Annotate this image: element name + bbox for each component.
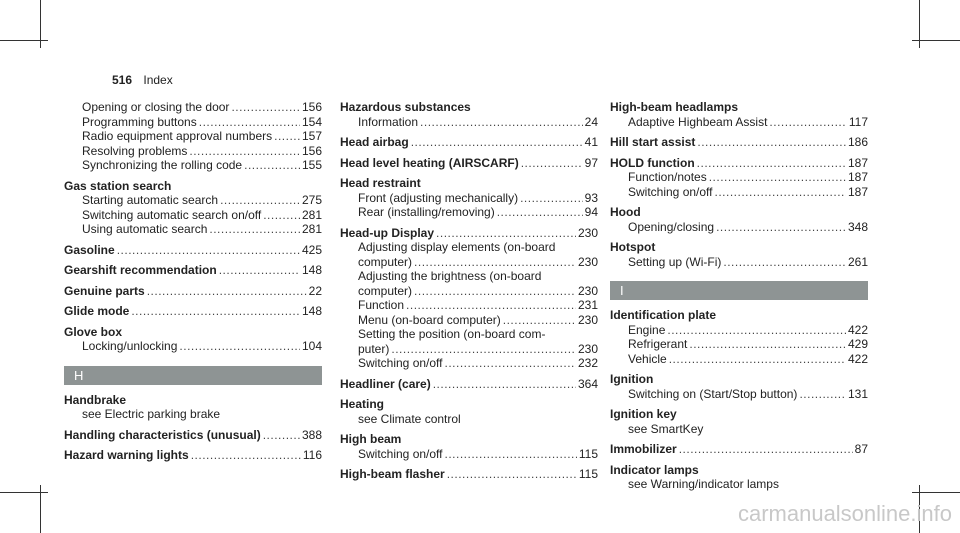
crop-mark (912, 40, 960, 41)
entry-text: Locking/unlocking (82, 339, 178, 353)
page-reference: 348 (847, 219, 868, 234)
entry-text: Refrigerant (628, 337, 688, 351)
dot-leader (263, 428, 300, 443)
page-reference: 87 (854, 442, 868, 456)
dot-leader (669, 352, 846, 367)
dot-leader (503, 313, 576, 328)
entry-text: computer) (358, 283, 413, 298)
entry-text: Switching on/off (358, 356, 443, 370)
dot-leader (406, 298, 576, 313)
entry-text: Gearshift recommendation (64, 263, 217, 277)
page-reference: 156 (301, 143, 322, 158)
page-reference: 154 (301, 114, 322, 129)
dot-leader (709, 170, 846, 185)
dot-leader (220, 193, 300, 208)
index-entry (340, 226, 598, 371)
entry-text: HOLD function (610, 155, 695, 170)
page-reference: 388 (301, 427, 322, 442)
index-entry (340, 397, 598, 426)
entry-text: Programming buttons (82, 114, 197, 129)
index-subentry: Adjusting display elements (on-board (358, 240, 556, 254)
index-entry (610, 240, 868, 269)
page-reference: 22 (308, 283, 322, 298)
index-entry (610, 100, 868, 129)
index-subentry-row (340, 356, 598, 371)
index-keyword-row (610, 135, 868, 150)
entry-text: Switching on/off (358, 446, 443, 461)
dot-leader (209, 222, 300, 237)
dot-leader (799, 387, 846, 402)
index-entry (340, 467, 598, 482)
index-entry (64, 325, 322, 354)
dot-leader (497, 205, 583, 220)
index-subentry-row (340, 191, 598, 206)
index-keyword: Indicator lamps (610, 462, 699, 477)
entry-text: Front (adjusting mechanically) (358, 190, 519, 205)
entry-text: Menu (on-board computer) (358, 312, 501, 327)
dot-leader (697, 135, 846, 150)
index-entry (610, 442, 868, 457)
dot-leader (445, 356, 576, 371)
index-subentry-row (610, 255, 868, 270)
dot-leader (436, 226, 576, 241)
index-keyword-row (64, 428, 322, 443)
index-entry (64, 284, 322, 299)
dot-leader (447, 467, 577, 482)
page-reference: 131 (847, 386, 868, 401)
index-subentry-row (340, 205, 598, 220)
index-keyword-row (340, 377, 598, 392)
entry-text: Handling characteristics (unusual) (64, 427, 261, 442)
index-subentry: see SmartKey (628, 421, 704, 436)
index-keyword: Head restraint (340, 176, 421, 190)
page-reference: 116 (302, 448, 322, 462)
index-entry (64, 179, 322, 237)
dot-leader (697, 156, 846, 171)
entry-text: Setting up (Wi-Fi) (628, 254, 722, 269)
page-reference: 41 (584, 135, 598, 149)
index-keyword-row (340, 467, 598, 482)
dot-leader (189, 144, 300, 159)
index-keyword: Heating (340, 397, 385, 411)
entry-text: Opening/closing (628, 219, 715, 234)
crop-mark (0, 40, 48, 41)
page-reference: 422 (847, 322, 868, 337)
page-reference: 281 (301, 222, 322, 236)
entry-text: Genuine parts (64, 283, 145, 298)
index-entry (64, 243, 322, 258)
index-entry (610, 372, 868, 401)
index-subentry-row (610, 337, 868, 352)
index-keyword-row (340, 226, 598, 241)
entry-text: Head-up Display (340, 225, 435, 240)
dot-leader (689, 337, 846, 352)
page-reference: 230 (577, 283, 598, 298)
index-subentry-row (64, 100, 322, 115)
page-reference: 187 (847, 170, 868, 184)
watermark-text: carmanualsonline.info (737, 501, 952, 526)
dot-leader (411, 135, 583, 150)
page-reference: 230 (577, 254, 598, 269)
index-subentry-row (64, 222, 322, 237)
index-subentry-row (64, 339, 322, 354)
page-reference: 364 (577, 376, 598, 391)
dot-leader (117, 243, 300, 258)
index-keyword: Hood (610, 205, 641, 219)
index-subentry-row (610, 220, 868, 235)
dot-leader (274, 129, 300, 144)
letter-heading: I (610, 281, 868, 300)
index-entry (340, 100, 598, 129)
entry-text: Hazard warning lights (64, 448, 189, 462)
index-entry (64, 304, 322, 319)
index-column-3 (610, 100, 868, 498)
entry-text: Rear (installing/removing) (358, 205, 495, 219)
index-entry (64, 448, 322, 463)
index-subentry-row (340, 447, 598, 462)
page-reference: 156 (301, 100, 322, 114)
index-subentry-row (610, 352, 868, 367)
index-subentry: Setting the position (on-board com- (358, 327, 546, 341)
entry-text: Head airbag (340, 135, 409, 149)
dot-leader (667, 323, 846, 338)
page-reference: 261 (847, 254, 868, 269)
dot-leader (715, 185, 846, 200)
page-number: 516 (112, 73, 133, 87)
index-keyword: Gas station search (64, 178, 172, 193)
crop-mark (0, 492, 48, 493)
dot-leader (679, 442, 853, 457)
entry-text: Function/notes (628, 170, 707, 184)
page-reference: 24 (584, 114, 598, 129)
index-subentry-row (64, 193, 322, 208)
letter-heading: H (64, 366, 322, 385)
page-reference: 155 (301, 158, 322, 172)
entry-text: Head level heating (AIRSCARF) (340, 155, 519, 170)
entry-text: Information (358, 114, 419, 129)
index-entry (64, 393, 322, 422)
index-keyword-row (340, 156, 598, 171)
entry-text: Adaptive Highbeam Assist (628, 114, 768, 129)
index-subentry-row (340, 313, 598, 328)
index-subentry-row (64, 129, 322, 144)
index-subentry-row (340, 298, 598, 313)
dot-leader (199, 115, 300, 130)
index-keyword-row (64, 284, 322, 299)
index-keyword-row (610, 156, 868, 171)
dot-leader (179, 339, 300, 354)
entry-text: Immobilizer (610, 442, 677, 456)
page-header (112, 73, 173, 87)
dot-leader (716, 220, 846, 235)
dot-leader (769, 115, 846, 130)
index-keyword: Ignition (610, 372, 654, 386)
dot-leader (520, 191, 583, 206)
index-entry (340, 176, 598, 220)
dot-leader (414, 255, 576, 270)
page-reference: 186 (847, 135, 868, 149)
index-entry (340, 432, 598, 461)
page-reference: 425 (301, 242, 322, 257)
page-reference: 275 (301, 193, 322, 207)
page-reference: 230 (577, 341, 598, 356)
index-entry (340, 135, 598, 150)
dot-leader (131, 304, 300, 319)
entry-text: High-beam flasher (340, 467, 445, 481)
index-entry (610, 407, 868, 436)
index-subentry-row (610, 185, 868, 200)
dot-leader (147, 284, 307, 299)
page-reference: 429 (847, 337, 868, 351)
page-reference: 187 (847, 155, 868, 170)
index-entry (64, 263, 322, 278)
index-column-2 (340, 100, 598, 488)
index-keyword: High beam (340, 432, 402, 446)
index-keyword-row (64, 304, 322, 319)
index-entry (610, 463, 868, 492)
index-subentry-row (610, 323, 868, 338)
entry-text: Using automatic search (82, 222, 208, 236)
index-entry (610, 308, 868, 366)
index-subentry-row (610, 170, 868, 185)
index-column-1 (64, 100, 322, 469)
page-reference: 281 (301, 207, 322, 222)
index-keyword: Glove box (64, 324, 123, 339)
dot-leader (723, 255, 846, 270)
entry-text: Synchronizing the rolling code (82, 158, 243, 172)
entry-text: Headliner (care) (340, 376, 431, 391)
index-subentry-row (340, 255, 598, 270)
entry-text: computer) (358, 254, 413, 269)
page-reference: 148 (301, 304, 322, 318)
dot-leader (263, 208, 300, 223)
index-keyword: Hazardous substances (340, 100, 471, 114)
index-keyword: Hotspot (610, 240, 656, 254)
index-subentry-row (610, 387, 868, 402)
entry-text: Switching automatic search on/off (82, 207, 262, 222)
dot-leader (244, 158, 300, 173)
entry-text: Vehicle (628, 351, 667, 366)
entry-text: Glide mode (64, 304, 130, 318)
index-subentry-row (64, 115, 322, 130)
index-keyword: Identification plate (610, 308, 717, 322)
dot-leader (231, 100, 300, 115)
index-subentry: Adjusting the brightness (on-board (358, 269, 542, 283)
page-reference: 231 (577, 298, 598, 312)
entry-text: Switching on/off (628, 184, 713, 199)
index-subentry-row (340, 342, 598, 357)
index-subentry-row (64, 208, 322, 223)
entry-text: Opening or closing the door (82, 100, 230, 114)
dot-leader (433, 377, 576, 392)
index-subentry: see Electric parking brake (82, 407, 221, 421)
page-reference: 148 (301, 263, 322, 277)
dot-leader (414, 284, 576, 299)
entry-text: Radio equipment approval numbers (82, 129, 273, 143)
dot-leader (445, 447, 577, 462)
section-title: Index (143, 73, 173, 87)
index-subentry-row (340, 284, 598, 299)
index-entry (340, 377, 598, 392)
index-keyword: Handbrake (64, 392, 127, 407)
index-keyword-row (64, 243, 322, 258)
index-entry (610, 156, 868, 200)
dot-leader (391, 342, 576, 357)
entry-text: puter) (358, 341, 390, 356)
dot-leader (219, 263, 300, 278)
dot-leader (420, 115, 583, 130)
entry-text: Hill start assist (610, 135, 696, 149)
page-reference: 157 (301, 129, 322, 143)
index-subentry: see Climate control (358, 411, 461, 426)
index-subentry: see Warning/indicator lamps (628, 477, 779, 491)
entry-text: Switching on (Start/Stop button) (628, 386, 798, 401)
page-reference: 115 (578, 467, 598, 481)
index-keyword: High-beam headlamps (610, 100, 739, 114)
dot-leader (521, 156, 583, 171)
index-entry (610, 205, 868, 234)
index-subentry-row (64, 144, 322, 159)
index-entry (340, 156, 598, 171)
entry-text: Engine (628, 322, 666, 337)
entry-text: Gasoline (64, 242, 115, 257)
page-reference: 97 (584, 155, 598, 170)
page-reference: 115 (578, 446, 598, 461)
dot-leader (191, 448, 301, 463)
entry-text: Starting automatic search (82, 193, 219, 207)
crop-mark (912, 492, 960, 493)
page-reference: 230 (577, 312, 598, 327)
index-keyword-row (610, 442, 868, 457)
page-reference: 104 (301, 339, 322, 353)
entry-text: Resolving problems (82, 143, 188, 158)
index-subentry-row (64, 158, 322, 173)
index-keyword-row (64, 263, 322, 278)
page-reference: 93 (584, 190, 598, 205)
page-reference: 232 (577, 356, 598, 370)
index-entry (64, 428, 322, 443)
index-subentry-row (340, 115, 598, 130)
index-entry (610, 135, 868, 150)
index-keyword: Ignition key (610, 407, 677, 421)
page-reference: 187 (847, 184, 868, 199)
index-keyword-row (340, 135, 598, 150)
page-reference: 230 (577, 225, 598, 240)
index-entry (64, 100, 322, 173)
index-subentry-row (610, 115, 868, 130)
page-reference: 422 (847, 351, 868, 366)
page-reference: 94 (584, 205, 598, 219)
page-reference: 117 (848, 114, 868, 129)
index-keyword-row (64, 448, 322, 463)
entry-text: Function (358, 298, 405, 312)
